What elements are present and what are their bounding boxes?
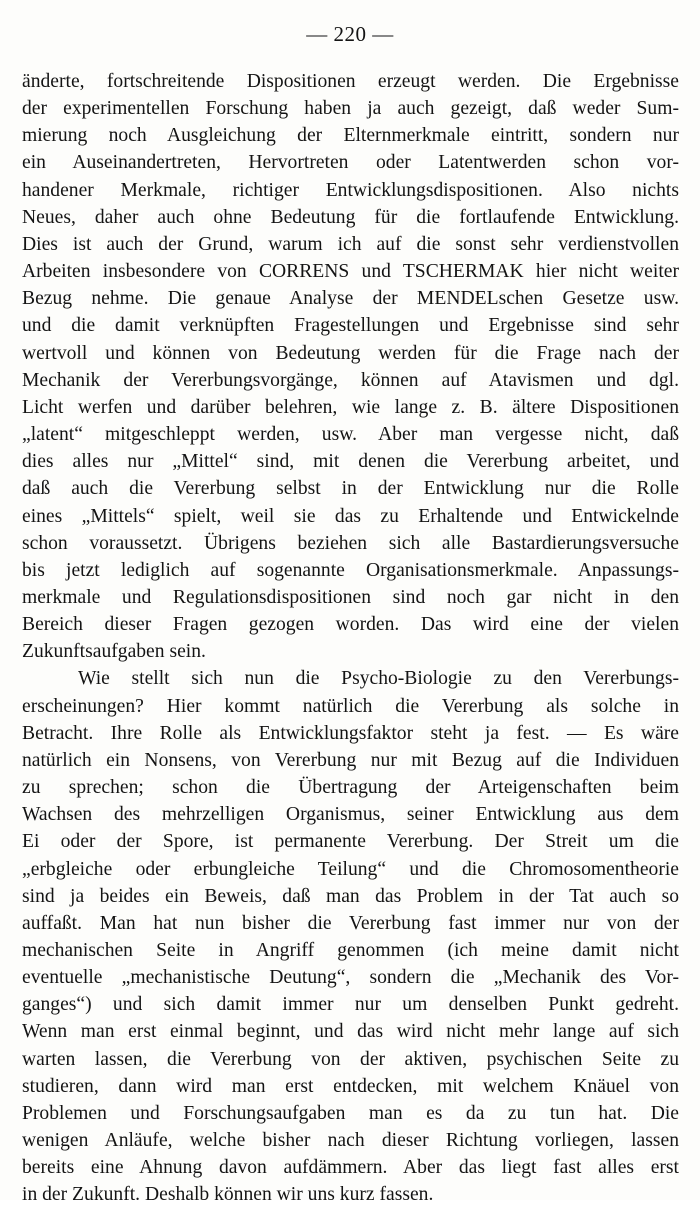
text-line: Mechanik der Vererbungsvorgänge, können auf Atavismen und dgl. bbox=[22, 369, 679, 391]
text-line: „latent“ mitgeschleppt werden, usw. Aber man vergesse nicht, daß bbox=[22, 424, 679, 446]
paragraph-end-line: Zukunftsaufgaben sein. bbox=[22, 641, 206, 663]
text-line: Betracht. Ihre Rolle als Entwicklungsfaktor steht ja fest. — Es wäre bbox=[22, 722, 679, 744]
text-line: handener Merkmale, richtiger Entwicklungsdispositionen. Also nichts bbox=[22, 179, 679, 201]
body-text bbox=[22, 68, 679, 1209]
text-line: Wachsen des mehrzelligen Organismus, seiner Entwicklung aus dem bbox=[22, 804, 679, 826]
text-line: ganges“) und sich damit immer nur um denselben Punkt gedreht. bbox=[22, 994, 679, 1016]
text-line: Dies ist auch der Grund, warum ich auf die sonst sehr verdienstvollen bbox=[22, 233, 679, 255]
text-line: natürlich ein Nonsens, von Vererbung nur mit Bezug auf die Individuen bbox=[22, 749, 679, 771]
text-line: mechanischen Seite in Angriff genommen (ich meine damit nicht bbox=[22, 940, 679, 961]
paragraph-end-line: in der Zukunft. Deshalb können wir uns kurz fassen. bbox=[22, 1184, 434, 1206]
text-line: Arbeiten insbesondere von CORRENS und TSCHERMAK hier nicht weiter bbox=[22, 261, 679, 283]
text-line: dies alles nur „Mittel“ sind, mit denen die Vererbung arbeitet, und bbox=[22, 451, 679, 473]
text-line: sind ja beides ein Beweis, daß man das Problem in der Tat auch so bbox=[22, 885, 679, 907]
text-line: bis jetzt lediglich auf sogenannte Organisationsmerkmale. Anpassungs- bbox=[22, 559, 679, 581]
text-line: Bezug nehme. Die genaue Analyse der MENDELschen Gesetze usw. bbox=[22, 288, 679, 310]
text-line: daß auch die Vererbung selbst in der Entwicklung nur die Rolle bbox=[22, 478, 679, 500]
text-line: auffaßt. Man hat nun bisher die Vererbung fast immer nur von der bbox=[22, 912, 679, 934]
text-line: wertvoll und können von Bedeutung werden für die Frage nach der bbox=[22, 342, 679, 364]
text-line: wenigen Anläufe, welche bisher nach dieser Richtung vorliegen, lassen bbox=[22, 1130, 679, 1152]
text-line: merkmale und Regulationsdispositionen sind noch gar nicht in den bbox=[22, 586, 679, 608]
text-line: eventuelle „mechanistische Deutung“, sondern die „Mechanik des Vor- bbox=[22, 967, 679, 989]
text-line: der experimentellen Forschung haben ja auch gezeigt, daß weder Sum- bbox=[22, 98, 679, 120]
text-line: änderte, fortschreitende Dispositionen erzeugt werden. Die Ergebnisse bbox=[22, 71, 679, 92]
text-line: und die damit verknüpften Fragestellungen und Ergebnisse sind sehr bbox=[22, 315, 679, 337]
text-line: schon voraussetzt. Übrigens beziehen sich alle Bastardierungsversuche bbox=[22, 532, 679, 554]
text-line: erscheinungen? Hier kommt natürlich die Vererbung als solche in bbox=[22, 695, 679, 717]
text-line: mierung noch Ausgleichung der Elternmerkmale eintritt, sondern nur bbox=[22, 125, 679, 147]
text-line: eines „Mittels“ spielt, weil sie das zu Erhaltende und Entwickelnde bbox=[22, 505, 679, 527]
page-number: — 220 — bbox=[306, 22, 394, 46]
paragraph-start-line: Wie stellt sich nun die Psycho-Biologie zu den Vererbungs- bbox=[78, 668, 679, 690]
text-line: Licht werfen und darüber belehren, wie lange z. B. ältere Dispositionen bbox=[22, 396, 679, 418]
text-line: Ei oder der Spore, ist permanente Vererbung. Der Streit um die bbox=[22, 831, 679, 853]
text-line: warten lassen, die Vererbung von der aktiven, psychischen Seite zu bbox=[22, 1048, 679, 1070]
text-line: Bereich dieser Fragen gezogen worden. Das wird eine der vielen bbox=[22, 614, 679, 636]
text-line: zu sprechen; schon die Übertragung der Arteigenschaften beim bbox=[22, 777, 679, 799]
text-line: studieren, dann wird man erst entdecken, mit welchem Knäuel von bbox=[22, 1075, 679, 1097]
text-line: Wenn man erst einmal beginnt, und das wird nicht mehr lange auf sich bbox=[22, 1021, 679, 1043]
text-line: Neues, daher auch ohne Bedeutung für die fortlaufende Entwicklung. bbox=[22, 206, 679, 228]
text-line: bereits eine Ahnung davon aufdämmern. Aber das liegt fast alles erst bbox=[22, 1157, 679, 1179]
text-line: „erbgleiche oder erbungleiche Teilung“ und die Chromosomentheorie bbox=[22, 858, 679, 880]
text-line: ein Auseinandertreten, Hervortreten oder Latentwerden schon vor- bbox=[22, 152, 679, 174]
text-line: Problemen und Forschungsaufgaben man es da zu tun hat. Die bbox=[22, 1102, 679, 1124]
